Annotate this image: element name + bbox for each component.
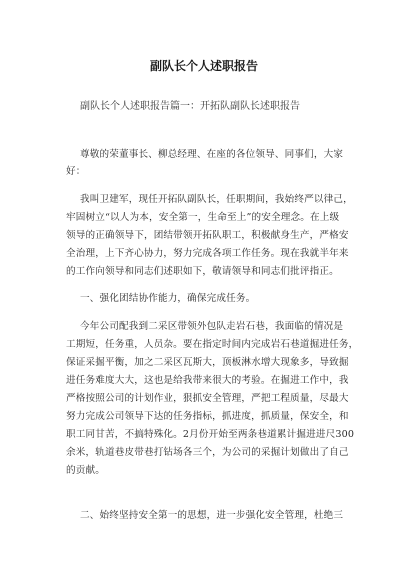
paragraph-line: 余米，轨道巷皮带巷打钻场各三个，为公司的采掘计划做出了自己 bbox=[66, 447, 349, 458]
paragraph-line: 尊敬的荣董事长、柳总经理、在座的各位领导、同事们，大家 bbox=[80, 149, 344, 160]
document-subtitle: 副队长个人述职报告篇一：开拓队副队长述职报告 bbox=[80, 101, 300, 112]
paragraph-line: 保证采掘平衡，加之二采区瓦斯大，顶板淋水增大现象多，导致掘 bbox=[66, 357, 349, 368]
document-title: 副队长个人述职报告 bbox=[149, 59, 258, 73]
paragraph-line: 努力完成公司领导下达的任务指标，抓进度，抓质量，保安全，和 bbox=[66, 411, 349, 422]
section-heading: 一、强化团结协作能力，确保完成任务。 bbox=[80, 293, 256, 304]
paragraph-line: 严格按照公司的计划作业，狠抓安全管理，严把工程质量，尽最大 bbox=[66, 393, 349, 404]
paragraph-line: 进任务难度大大，这也是给我带来很大的考验。在掘进工作中，我 bbox=[66, 375, 349, 386]
paragraph-line: 的工作向领导和同志们述职如下，敬请领导和同志们批评指正。 bbox=[66, 266, 339, 277]
paragraph-line: 今年公司配我到二采区带领外包队走岩石巷，我面临的情况是 bbox=[80, 321, 344, 332]
paragraph-line: 职工同甘苦，不搞特殊化。2月份开始至两条巷道累计掘进进尺300 bbox=[66, 429, 355, 440]
paragraph-line: 工期短，任务重，人员杂。要在指定时间内完成岩石巷道掘进任务， bbox=[66, 339, 359, 350]
paragraph-line: 的贡献。 bbox=[66, 465, 105, 476]
paragraph-line: 我叫卫建军，现任开拓队副队长，任职期间，我始终严以律己， bbox=[80, 194, 353, 205]
paragraph-line: 好： bbox=[66, 166, 86, 177]
paragraph-line: 牢固树立“以人为本，安全第一，生命至上”的安全理念。在上级 bbox=[66, 212, 340, 223]
paragraph-line: 全治理，上下齐心协力，努力完成各项工作任务。现在我就半年来 bbox=[66, 248, 349, 259]
section-heading: 二、始终坚持安全第一的思想，进一步强化安全管理，杜绝三 bbox=[80, 510, 344, 521]
paragraph-line: 领导的正确领导下，团结带领开拓队职工，积极献身生产，严格安 bbox=[66, 230, 349, 241]
